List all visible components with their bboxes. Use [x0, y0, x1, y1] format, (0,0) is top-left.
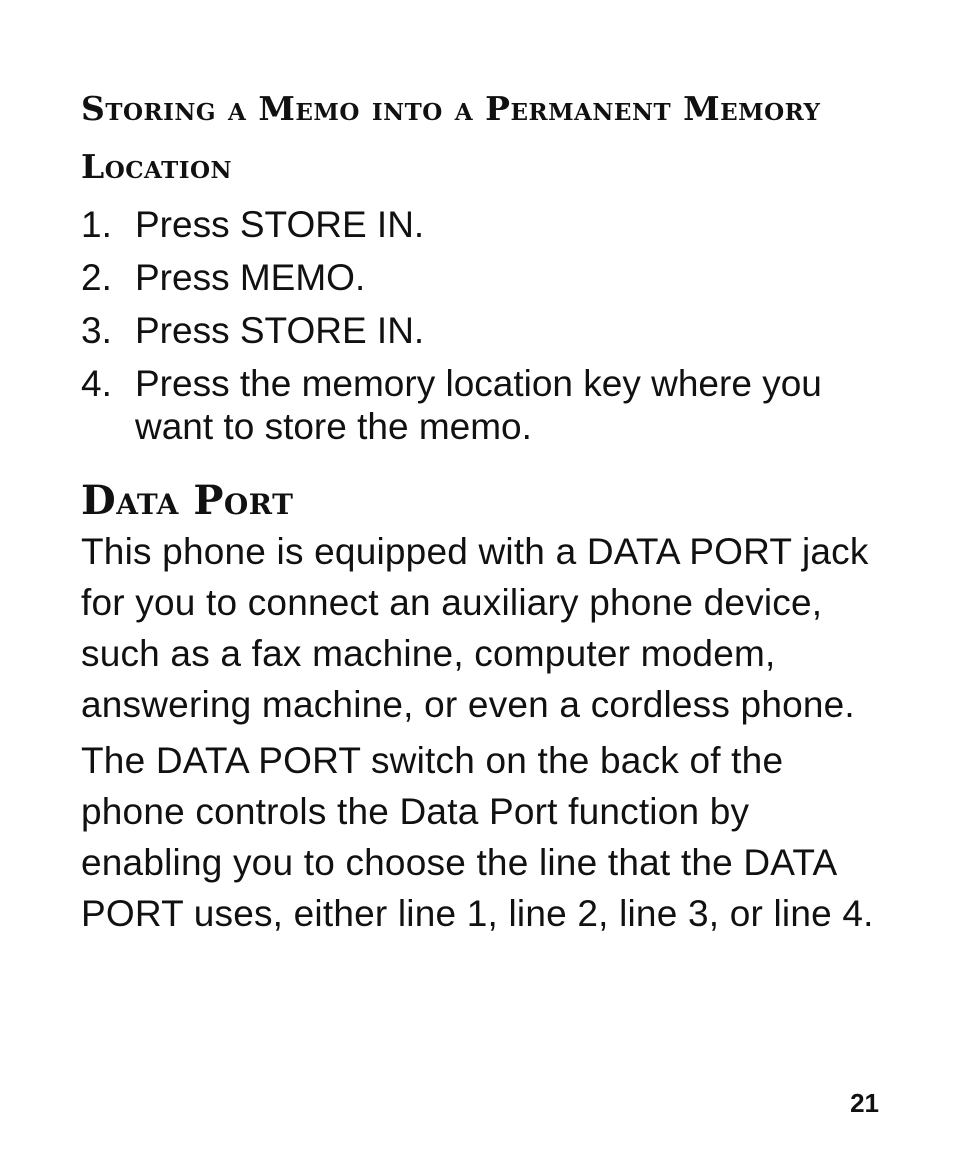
- step-item: [81, 362, 891, 448]
- manual-page: [81, 80, 891, 939]
- page-number: 21: [850, 1088, 879, 1118]
- data-port-paragraph: The DATA PORT switch on the back of the phone controls the Data Port function by enabling you to choose the line that the DATA PORT uses, either line 1, line 2, line 3, or line 4.: [81, 740, 874, 934]
- step-number: 3.: [81, 310, 112, 351]
- step-text: Press STORE IN.: [135, 310, 425, 351]
- step-number: 4.: [81, 363, 112, 404]
- step-item: [81, 304, 891, 357]
- memo-steps-list: [81, 198, 891, 448]
- step-text: Press MEMO.: [135, 257, 366, 298]
- step-text: Press the memory location key where you want to store the memo.: [135, 363, 822, 447]
- step-number: 1.: [81, 204, 112, 245]
- step-number: 2.: [81, 257, 112, 298]
- step-item: [81, 251, 891, 304]
- section-heading-data-port: Data Port: [81, 477, 294, 524]
- section-heading-storing-memo: Storing a Memo into a Permanent Memory Location: [81, 89, 821, 186]
- data-port-paragraph: This phone is equipped with a DATA PORT jack for you to connect an auxiliary phone device, such as a fax machine, computer modem, answering machine, or even a cordless phone.: [81, 531, 869, 725]
- step-item: [81, 198, 891, 251]
- step-text: Press STORE IN.: [135, 204, 425, 245]
